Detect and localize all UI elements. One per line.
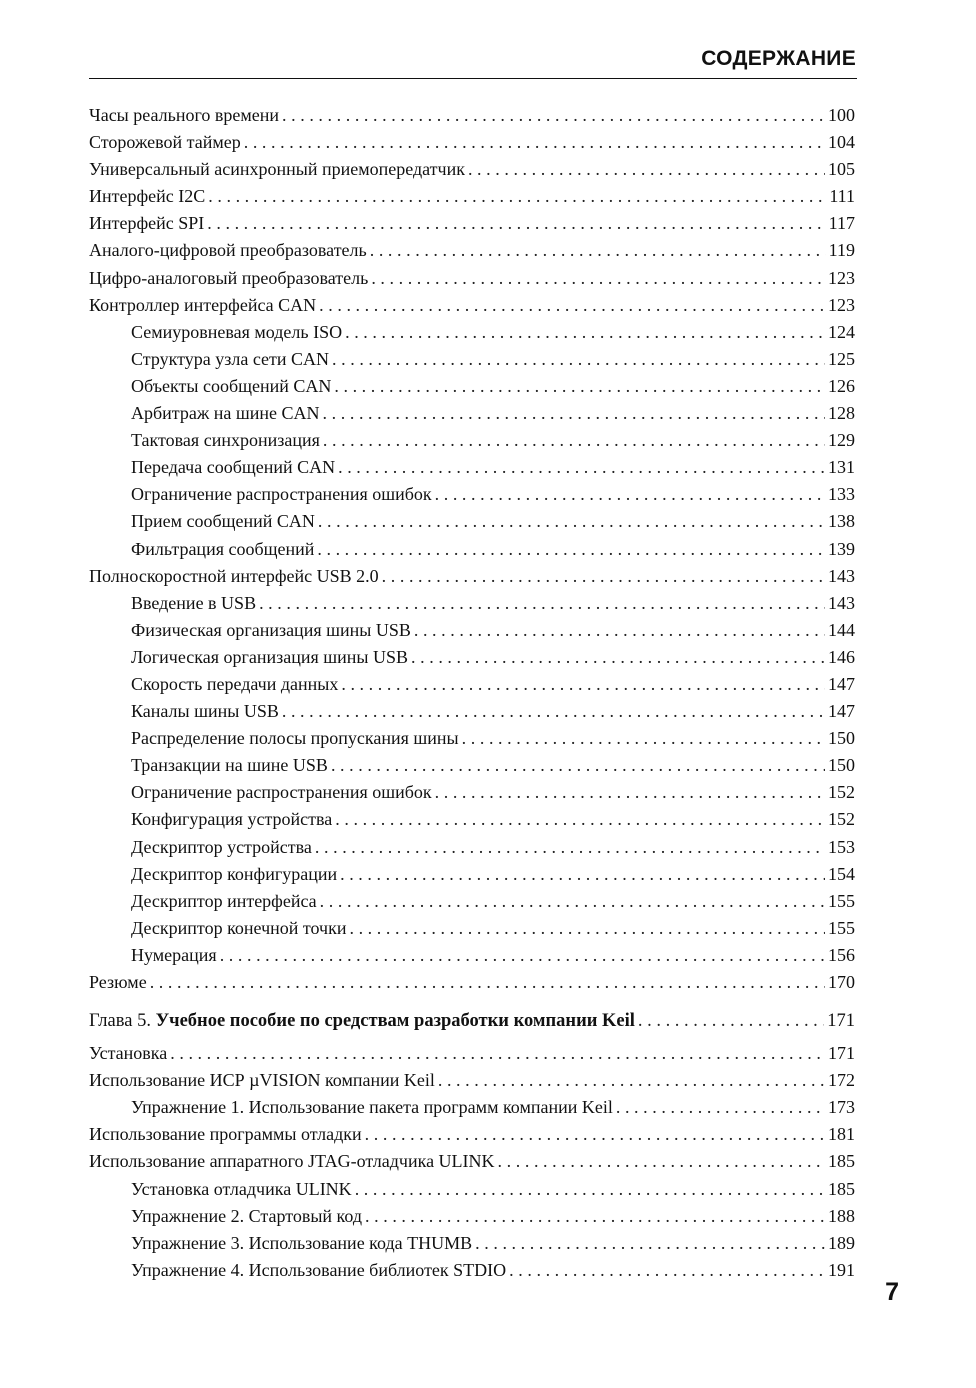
toc-entry-page: 129	[828, 430, 855, 451]
dot-leader	[317, 536, 825, 563]
toc-chapter-entry	[89, 1005, 855, 1038]
toc-entry-title: Цифро-аналоговый преобразователь	[89, 267, 369, 288]
toc-entry-title: Использование программы отладки	[89, 1124, 362, 1145]
toc-entry-title: Дескриптор конфигурации	[131, 863, 338, 884]
toc-entry	[89, 969, 855, 996]
dot-leader	[340, 861, 825, 888]
toc-entry-page: 154	[828, 863, 855, 884]
dot-leader	[365, 1121, 825, 1148]
toc-entry	[89, 319, 855, 346]
toc-entry-title: Интерфейс SPI	[89, 213, 205, 234]
toc-entry-title: Дескриптор устройства	[131, 836, 312, 857]
toc-entry-title: Конфигурация устройства	[131, 809, 333, 830]
toc-entry-page: 185	[828, 1178, 855, 1199]
dot-leader	[414, 617, 825, 644]
dot-leader	[338, 454, 825, 481]
toc-entry-page: 146	[828, 646, 855, 667]
dot-leader	[616, 1094, 825, 1121]
toc-entry-title: Дескриптор интерфейса	[131, 890, 317, 911]
toc-entry-title: Дескриптор конечной точки	[131, 917, 347, 938]
toc-entry-page: 150	[828, 728, 855, 749]
toc-entry-page: 155	[828, 890, 855, 911]
dot-leader	[468, 156, 825, 183]
toc-entry-title: Нумерация	[131, 944, 217, 965]
toc-entry	[89, 861, 855, 888]
toc-entry-page: 147	[828, 673, 855, 694]
toc-entry	[89, 427, 855, 454]
dot-leader	[207, 210, 825, 237]
toc-entry-page: 191	[828, 1259, 855, 1280]
dot-leader	[341, 671, 825, 698]
dot-leader	[150, 969, 825, 996]
toc-entry-title: Физическая организация шины USB	[131, 619, 411, 640]
table-of-contents	[89, 102, 855, 1284]
toc-entry-title: Логическая организация шины USB	[131, 646, 409, 667]
dot-leader	[435, 481, 825, 508]
toc-entry-page: 119	[828, 240, 855, 261]
dot-leader	[371, 265, 825, 292]
toc-entry-title: Упражнение 1. Использование пакета программ компании Keil	[131, 1097, 613, 1118]
toc-entry	[89, 508, 855, 535]
toc-entry-title: Структура узла сети CAN	[131, 348, 330, 369]
toc-entry-page: 170	[828, 972, 855, 992]
toc-entry-page: 147	[828, 701, 855, 722]
page-number: 7	[885, 1278, 899, 1306]
toc-entry-title: Использование ИСР µVISION компании Keil	[89, 1070, 435, 1091]
dot-leader	[370, 237, 826, 264]
toc-entry-page: 104	[828, 132, 855, 153]
toc-entry-page: 117	[828, 213, 855, 234]
toc-entry	[89, 1148, 855, 1175]
toc-entry-title: Аналого-цифровой преобразователь	[89, 240, 367, 261]
toc-entry	[89, 454, 855, 481]
toc-entry-page: 133	[828, 484, 855, 505]
toc-entry-page: 123	[828, 294, 855, 315]
toc-entry	[89, 698, 855, 725]
toc-entry	[89, 536, 855, 563]
toc-entry-title: Транзакции на шине USB	[131, 755, 328, 776]
toc-entry	[89, 1203, 855, 1230]
toc-entry-page: 173	[828, 1097, 855, 1118]
dot-leader	[319, 292, 825, 319]
toc-entry-title: Тактовая синхронизация	[131, 430, 320, 451]
toc-entry-page: 144	[828, 619, 855, 640]
dot-leader	[365, 1203, 825, 1230]
dot-leader	[259, 590, 825, 617]
toc-entry-page: 131	[828, 457, 855, 478]
toc-entry-page: 138	[828, 511, 855, 532]
dot-leader	[382, 563, 825, 590]
toc-entry-page: 188	[828, 1205, 855, 1226]
toc-entry	[89, 806, 855, 833]
toc-entry-title: Резюме	[89, 972, 147, 992]
dot-leader	[208, 183, 826, 210]
toc-entry	[89, 102, 855, 129]
toc-entry-title: Прием сообщений CAN	[131, 511, 315, 532]
toc-entry-title: Скорость передачи данных	[131, 673, 339, 694]
dot-leader	[318, 508, 825, 535]
toc-entry-page: 111	[829, 186, 855, 207]
toc-entry	[89, 346, 855, 373]
toc-entry	[89, 779, 855, 806]
toc-entry	[89, 1121, 855, 1148]
toc-entry-page: 124	[828, 321, 855, 342]
toc-entry	[89, 725, 855, 752]
toc-entry-page: 189	[828, 1232, 855, 1253]
toc-entry	[89, 373, 855, 400]
dot-leader	[435, 779, 825, 806]
toc-entry-title: Интерфейс I2C	[89, 186, 206, 207]
toc-entry	[89, 1230, 855, 1257]
toc-entry	[89, 156, 855, 183]
toc-entry	[89, 210, 855, 237]
toc-entry-page: 126	[828, 375, 855, 396]
toc-entry-page: 125	[828, 348, 855, 369]
toc-entry	[89, 644, 855, 671]
toc-entry-page: 105	[828, 159, 855, 180]
toc-entry-title: Установка	[89, 1043, 168, 1064]
toc-entry-page: 156	[828, 944, 855, 965]
toc-entry-title: Семиуровневая модель ISO	[131, 321, 343, 342]
toc-entry-page: 128	[828, 403, 855, 424]
chapter-prefix: Глава 5.	[89, 1011, 156, 1032]
dot-leader	[282, 698, 825, 725]
toc-entry-title: Полноскоростной интерфейс USB 2.0	[89, 565, 379, 586]
dot-leader	[355, 1176, 825, 1203]
toc-entry	[89, 292, 855, 319]
toc-entry	[89, 617, 855, 644]
dot-leader	[638, 1005, 824, 1038]
toc-entry	[89, 752, 855, 779]
dot-leader	[462, 725, 825, 752]
page-header-title: СОДЕРЖАНИЕ	[701, 47, 856, 70]
toc-entry-page: 143	[828, 565, 855, 586]
dot-leader	[170, 1040, 825, 1067]
toc-entry	[89, 942, 855, 969]
toc-entry	[89, 183, 855, 210]
toc-entry	[89, 834, 855, 861]
toc-entry-page: 100	[828, 105, 855, 125]
dot-leader	[411, 644, 825, 671]
toc-entry	[89, 1257, 855, 1284]
toc-entry-title: Введение в USB	[131, 592, 257, 613]
toc-entry-title: Контроллер интерфейса CAN	[89, 294, 317, 315]
toc-entry-page: 185	[828, 1151, 855, 1172]
toc-entry	[89, 1176, 855, 1203]
dot-leader	[282, 102, 825, 129]
dot-leader	[320, 888, 825, 915]
toc-entry-title: Каналы шины USB	[131, 701, 279, 722]
dot-leader	[331, 752, 825, 779]
toc-entry	[89, 129, 855, 156]
toc-entry-title: Универсальный асинхронный приемопередатчик	[89, 159, 465, 180]
toc-entry	[89, 400, 855, 427]
toc-entry-title: Распределение полосы пропускания шины	[131, 728, 459, 749]
dot-leader	[475, 1230, 825, 1257]
toc-entry	[89, 1067, 855, 1094]
toc-entry-page: 150	[828, 755, 855, 776]
toc-entry-page: 153	[828, 836, 855, 857]
dot-leader	[335, 806, 825, 833]
dot-leader	[349, 915, 825, 942]
toc-entry-page: 181	[828, 1124, 855, 1145]
toc-entry-title: Передача сообщений CAN	[131, 457, 336, 478]
dot-leader	[334, 373, 825, 400]
toc-entry-title: Фильтрация сообщений	[131, 538, 315, 559]
toc-entry	[89, 590, 855, 617]
toc-entry-page: 123	[828, 267, 855, 288]
toc-entry	[89, 563, 855, 590]
toc-entry-title: Часы реального времени	[89, 105, 280, 125]
toc-entry-page: 172	[828, 1070, 855, 1091]
toc-entry-title: Ограничение распространения ошибок	[131, 484, 432, 505]
toc-entry-title: Сторожевой таймер	[89, 132, 241, 153]
toc-entry-page: 152	[828, 809, 855, 830]
toc-entry-title: Упражнение 2. Стартовый код	[131, 1205, 363, 1226]
dot-leader	[315, 834, 825, 861]
toc-entry-title: Использование аппаратного JTAG-отладчика ULINK	[89, 1151, 495, 1172]
toc-entry-page: 171	[827, 1011, 855, 1032]
dot-leader	[220, 942, 825, 969]
toc-entry	[89, 671, 855, 698]
toc-entry-title	[89, 1005, 638, 1038]
header-divider	[89, 78, 857, 79]
toc-entry	[89, 915, 855, 942]
toc-entry	[89, 888, 855, 915]
dot-leader	[332, 346, 825, 373]
chapter-title: Учебное пособие по средствам разработки компании Keil	[155, 1011, 635, 1032]
toc-entry-page: 155	[828, 917, 855, 938]
toc-entry	[89, 1094, 855, 1121]
dot-leader	[498, 1148, 825, 1175]
dot-leader	[323, 427, 825, 454]
dot-leader	[345, 319, 825, 346]
toc-entry	[89, 265, 855, 292]
dot-leader	[509, 1257, 825, 1284]
toc-entry-title: Арбитраж на шине CAN	[131, 403, 320, 424]
dot-leader	[244, 129, 825, 156]
toc-entry-title: Установка отладчика ULINK	[131, 1178, 352, 1199]
toc-entry-page: 171	[828, 1043, 855, 1064]
toc-entry-title: Упражнение 4. Использование библиотек STDIO	[131, 1259, 507, 1280]
toc-entry-page: 143	[828, 592, 855, 613]
toc-entry-page: 152	[828, 782, 855, 803]
toc-entry-title: Объекты сообщений CAN	[131, 375, 332, 396]
dot-leader	[323, 400, 825, 427]
dot-leader	[438, 1067, 825, 1094]
toc-entry	[89, 237, 855, 264]
toc-entry	[89, 481, 855, 508]
toc-entry-title: Упражнение 3. Использование кода THUMB	[131, 1232, 473, 1253]
toc-entry	[89, 1040, 855, 1067]
toc-entry-title: Ограничение распространения ошибок	[131, 782, 432, 803]
toc-entry-page: 139	[828, 538, 855, 559]
